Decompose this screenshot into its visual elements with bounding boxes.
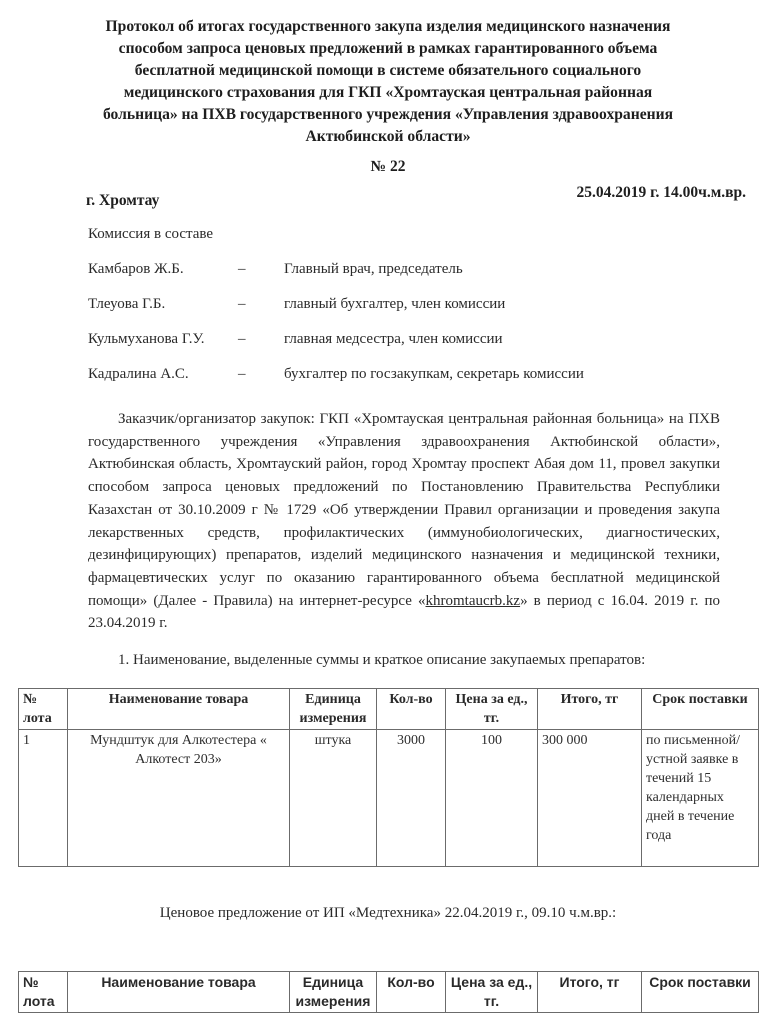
member-dash: – xyxy=(238,296,246,312)
document-title xyxy=(68,16,708,148)
cell-total: 300 000 xyxy=(538,730,642,867)
header-total: Итого, тг xyxy=(538,689,642,730)
title-line: Актюбинской области» xyxy=(305,128,471,145)
member-name: Кульмуханова Г.У. xyxy=(88,331,205,347)
price-offer-heading: Ценовое предложение от ИП «Медтехника» 22.04.2019 г., 09.10 ч.м.вр.: xyxy=(159,905,617,922)
commission-member xyxy=(88,364,718,384)
cell-qty: 3000 xyxy=(377,730,446,867)
city: г. Хромтау xyxy=(86,192,160,209)
title-line: способом запроса ценовых предложений в рамках гарантированного объема xyxy=(118,40,658,57)
header-name: Наименование товара xyxy=(68,972,290,1013)
customer-paragraph xyxy=(88,408,720,635)
header-lot: № лота xyxy=(19,689,68,730)
cell-lot: 1 xyxy=(19,730,68,867)
commission-heading: Комиссия в составе xyxy=(88,226,214,242)
paragraph-text-end: » в период с 16.04. 2019 г. по 23.04.2019 г. xyxy=(88,592,721,632)
table-row xyxy=(19,730,759,867)
title-line: бесплатной медицинской помощи в системе обязательного социального xyxy=(134,62,642,79)
commission-member xyxy=(88,294,718,314)
header-price: Цена за ед., тг. xyxy=(446,689,538,730)
member-role: главная медсестра, член комиссии xyxy=(284,331,503,347)
cell-price: 100 xyxy=(446,730,538,867)
header-total: Итого, тг xyxy=(538,972,642,1013)
member-dash: – xyxy=(238,331,246,347)
member-name: Камбаров Ж.Б. xyxy=(88,261,184,277)
member-dash: – xyxy=(238,366,246,382)
member-name: Кадралина А.С. xyxy=(88,366,189,382)
header-unit: Единица измерения xyxy=(290,689,377,730)
member-role: бухгалтер по госзакупкам, секретарь комиссии xyxy=(284,366,584,382)
city-date-row xyxy=(86,184,746,210)
title-line: медицинского страхования для ГКП «Хромтауская центральная районная xyxy=(123,84,653,101)
paragraph-text: Заказчик/организатор закупок: ГКП «Хромтауская центральная районная больница» на ПХВ государственного учреждения «Управления здравоохранения Актюбинской области», Актюбинская область, Хромтауский район, город Хромтау проспект Абая дом 11, провел закупки способом запроса ценовых предложений по Постановлению Правительства Республики Казахстан от 30.10.2009 г № 1729 «Об утверждении Правил организации и проведения закупа лекарственных средств, профилактических (иммунобиологических, диагностических, дезинфицирующих) препаратов, изделий медицинского назначения и медицинской техники, фармацевтических услуг по оказанию гарантированного объема бесплатной медицинской помощи» (Далее - Правила) на интернет-ресурсе « xyxy=(88,411,720,609)
title-line: Протокол об итогах государственного закупа изделия медицинского назначения xyxy=(105,18,671,35)
title-line: больница» на ПХВ государственного учреждения «Управления здравоохранения xyxy=(102,106,674,123)
table-header-row xyxy=(19,972,759,1013)
header-unit: Единица измерения xyxy=(290,972,377,1013)
cell-unit: штука xyxy=(290,730,377,867)
section-item-1: 1. Наименование, выделенные суммы и краткое описание закупаемых препаратов: xyxy=(118,652,646,669)
member-name: Тлеуова Г.Б. xyxy=(88,296,166,312)
protocol-number: № 22 xyxy=(370,158,406,175)
lots-table xyxy=(18,688,759,867)
commission-member xyxy=(88,259,718,279)
commission-member xyxy=(88,329,718,349)
protocol-datetime: 25.04.2019 г. 14.00ч.м.вр. xyxy=(576,184,746,201)
table-header-row xyxy=(19,689,759,730)
header-lot: № лота xyxy=(19,972,68,1013)
website-link[interactable]: khromtaucrb.kz xyxy=(425,592,521,609)
cell-delivery: по письменной/устной заявке в течений 15 календарных дней в течение года xyxy=(642,730,759,867)
member-dash: – xyxy=(238,261,246,277)
header-price: Цена за ед., тг. xyxy=(446,972,538,1013)
header-delivery: Срок поставки xyxy=(642,689,759,730)
header-qty: Кол-во xyxy=(377,689,446,730)
offer-table xyxy=(18,971,759,1013)
member-role: главный бухгалтер, член комиссии xyxy=(284,296,506,312)
header-delivery: Срок поставки xyxy=(642,972,759,1013)
header-qty: Кол-во xyxy=(377,972,446,1013)
header-name: Наименование товара xyxy=(68,689,290,730)
member-role: Главный врач, председатель xyxy=(284,261,463,277)
cell-name: Мундштук для Алкотестера « Алкотест 203» xyxy=(68,730,290,867)
